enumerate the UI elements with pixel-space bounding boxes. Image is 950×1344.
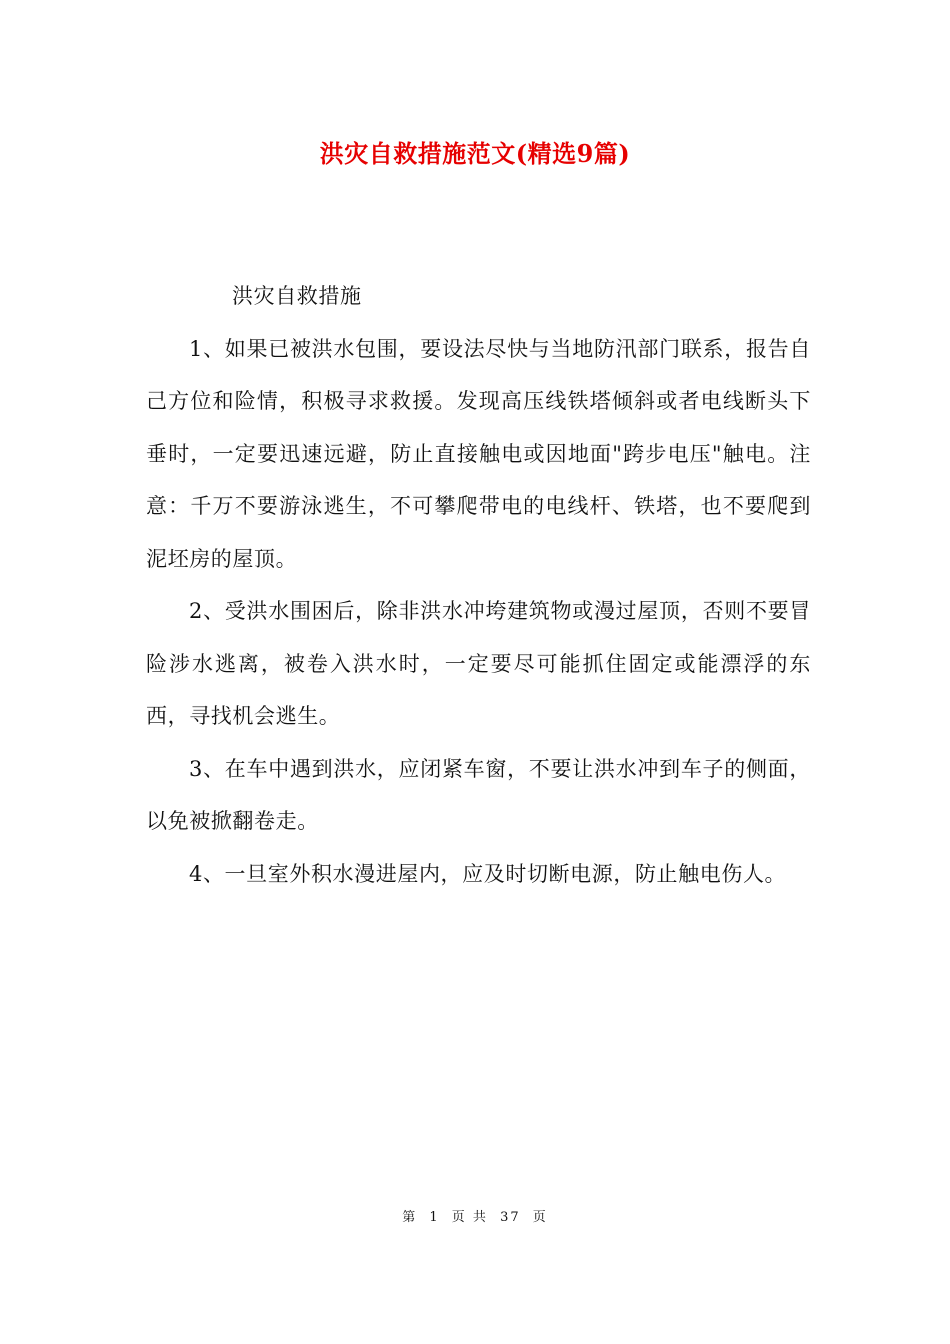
page-footer <box>0 1208 950 1228</box>
footer-suffix: 页 <box>532 1210 548 1225</box>
document-body <box>146 270 811 900</box>
document-title: 洪灾自救措施范文(精选9篇) <box>319 139 631 168</box>
paragraph-1: 1、如果已被洪水包围，要设法尽快与当地防汛部门联系，报告自己方位和险情，积极寻求救援。发现高压线铁塔倾斜或者电线断头下垂时，一定要迅速远避，防止直接触电或因地面"跨步电压"触电。注意：千万不要游泳逃生，不可攀爬带电的电线杆、铁塔，也不要爬到泥坯房的屋顶。 <box>146 336 811 571</box>
footer-middle: 页 共 <box>451 1210 488 1225</box>
footer-prefix: 第 <box>402 1210 418 1225</box>
paragraph-3: 3、在车中遇到洪水，应闭紧车窗，不要让洪水冲到车子的侧面，以免被掀翻卷走。 <box>146 756 811 833</box>
paragraph-2: 2、受洪水围困后，除非洪水冲垮建筑物或漫过屋顶，否则不要冒险涉水逃离，被卷入洪水时，一定要尽可能抓住固定或能漂浮的东西，寻找机会逃生。 <box>146 599 811 728</box>
section-heading: 洪灾自救措施 <box>232 284 362 308</box>
footer-total-pages: 37 <box>500 1210 521 1225</box>
paragraph-4: 4、一旦室外积水漫进屋内，应及时切断电源，防止触电伤人。 <box>189 861 787 886</box>
footer-current-page: 1 <box>429 1210 440 1225</box>
